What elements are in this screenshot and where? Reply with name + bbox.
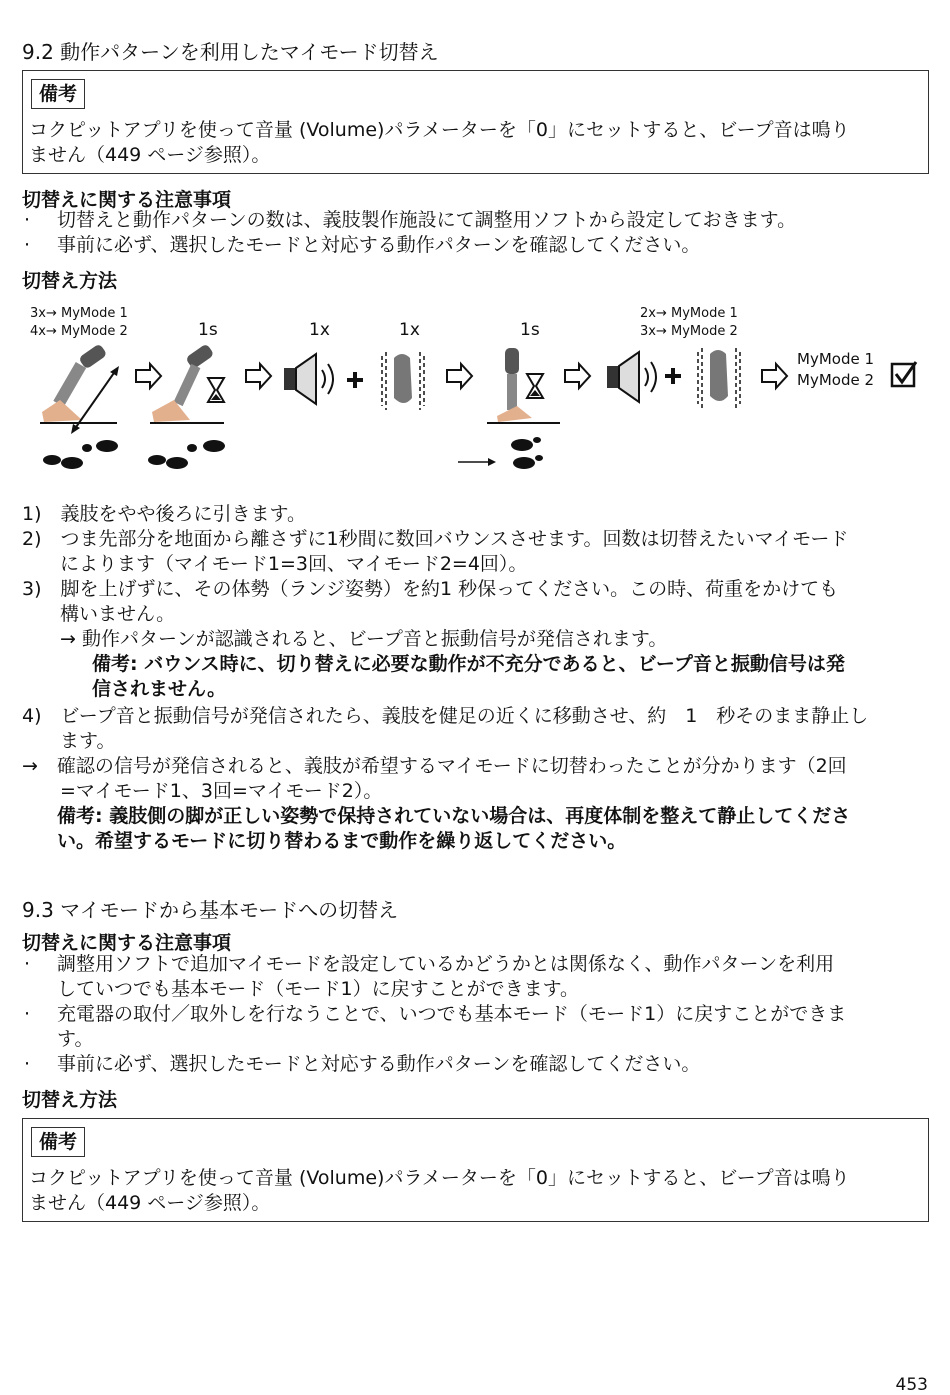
plus-icon bbox=[665, 368, 681, 384]
step-line: → 動作パターンが認識されると、ビープ音と振動信号が発信されます。 bbox=[22, 628, 668, 650]
count-label: 3x→ MyMode 1 bbox=[30, 306, 128, 321]
footprints-icon bbox=[511, 437, 543, 469]
caution-item: 事前に必ず、選択したモードと対応する動作パターンを確認してください。 bbox=[57, 234, 701, 256]
bold-note-line: 備考: 義肢側の脚が正しい姿勢で保持されていない場合は、再度体制を整えて静止してくださ bbox=[57, 805, 851, 827]
bullet-dot: · bbox=[24, 209, 31, 231]
bold-note-line: 備考: バウンス時に、切り替えに必要な動作が不充分であると、ビープ音と振動信号は発 bbox=[92, 653, 845, 675]
step-arrow-icon bbox=[565, 364, 590, 388]
hourglass-icon bbox=[527, 374, 543, 398]
vibration-icon bbox=[698, 348, 740, 408]
note-line: ません（449 ページ参照）。 bbox=[29, 1192, 271, 1214]
bullet-dot: · bbox=[24, 1003, 31, 1025]
result-mode: MyMode 2 bbox=[797, 371, 874, 389]
step-label: 1s bbox=[198, 320, 218, 340]
plus-icon bbox=[347, 372, 363, 388]
caution-item: 調整用ソフトで追加マイモードを設定しているかどうかとは関係なく、動作パターンを利用 bbox=[57, 953, 835, 975]
caution-item: す。 bbox=[57, 1028, 94, 1050]
note-line: コクピットアプリを使って音量 (Volume)パラメーターを「0」にセットすると、ビープ音は鳴り bbox=[29, 119, 850, 141]
footprints-icon bbox=[148, 440, 225, 469]
caution-item: 切替えと動作パターンの数は、義肢製作施設にて調整用ソフトから設定しておきます。 bbox=[57, 209, 797, 231]
bullet-dot: · bbox=[24, 1053, 31, 1075]
section-title: 9.3 マイモードから基本モードへの切替え bbox=[22, 898, 399, 922]
step-line: 3) 脚を上げずに、その体勢（ランジ姿勢）を約1 秒保ってください。この時、荷重をかけても bbox=[22, 578, 839, 600]
bold-note-line: い。希望するモードに切り替わるまで動作を繰り返してください。 bbox=[57, 830, 627, 852]
note-label: 備考 bbox=[31, 1127, 85, 1157]
step-label: 1x bbox=[399, 320, 420, 340]
step-line: によります（マイモード1=3回、マイモード2=4回）。 bbox=[22, 553, 528, 575]
step-label: 1s bbox=[520, 320, 540, 340]
step-line: ます。 bbox=[22, 730, 116, 752]
step-arrow-icon bbox=[246, 364, 271, 388]
step-label: 1x bbox=[309, 320, 330, 340]
result-mode: MyMode 1 bbox=[797, 350, 874, 368]
page-number: 453 bbox=[895, 1375, 928, 1395]
note-line: コクピットアプリを使って音量 (Volume)パラメーターを「0」にセットすると、ビープ音は鳴り bbox=[29, 1167, 850, 1189]
step-line: =マイモード1、3回=マイモード2）。 bbox=[22, 780, 383, 802]
caution-item: 事前に必ず、選択したモードと対応する動作パターンを確認してください。 bbox=[57, 1053, 701, 1075]
note-label: 備考 bbox=[31, 79, 85, 109]
step-line: 1) 義肢をやや後ろに引きます。 bbox=[22, 503, 306, 525]
step-line: 構いません。 bbox=[22, 603, 176, 625]
diagram-graphics bbox=[22, 300, 927, 480]
bullet-dot: · bbox=[24, 234, 31, 256]
bullet-dot: · bbox=[24, 953, 31, 975]
cautions-heading: 切替えに関する注意事項 bbox=[22, 932, 232, 954]
method-heading: 切替え方法 bbox=[22, 1089, 118, 1111]
count-label: 3x→ MyMode 2 bbox=[640, 324, 738, 339]
step-arrow-icon bbox=[136, 364, 161, 388]
note-box bbox=[22, 1118, 929, 1222]
prosthesis-leg-icon bbox=[487, 348, 560, 423]
speaker-icon bbox=[607, 352, 656, 402]
section-title: 9.2 動作パターンを利用したマイモード切替え bbox=[22, 40, 439, 64]
cautions-heading: 切替えに関する注意事項 bbox=[22, 189, 232, 211]
procedure-diagram bbox=[22, 300, 927, 480]
step-arrow-icon bbox=[762, 364, 787, 388]
vibration-icon bbox=[382, 352, 424, 410]
note-line: ません（449 ページ参照）。 bbox=[29, 144, 271, 166]
caution-item: 充電器の取付／取外しを行なうことで、いつでも基本モード（モード1）に戻すことができま bbox=[57, 1003, 847, 1025]
prosthesis-leg-icon bbox=[150, 343, 224, 423]
count-label: 4x→ MyMode 2 bbox=[30, 324, 128, 339]
checkbox-checked-icon bbox=[892, 362, 916, 386]
move-arrow-icon bbox=[458, 458, 496, 466]
step-line: 2) つま先部分を地面から離さずに1秒間に数回バウンスさせます。回数は切替えたいマイモード bbox=[22, 528, 849, 550]
step-line: 4) ビープ音と振動信号が発信されたら、義肢を健足の近くに移動させ、約 1 秒そのまま静止し bbox=[22, 705, 869, 727]
caution-item: していつでも基本モード（モード1）に戻すことができます。 bbox=[57, 978, 580, 1000]
step-arrow-icon bbox=[447, 364, 472, 388]
footprints-icon bbox=[43, 440, 118, 469]
step-line: → 確認の信号が発信されると、義肢が希望するマイモードに切替わったことが分かります（2回 bbox=[22, 755, 847, 777]
count-label: 2x→ MyMode 1 bbox=[640, 306, 738, 321]
prosthesis-leg-icon bbox=[40, 343, 117, 423]
method-heading: 切替え方法 bbox=[22, 270, 118, 292]
note-box bbox=[22, 70, 929, 174]
speaker-icon bbox=[284, 354, 333, 404]
bold-note-line: 信されません。 bbox=[92, 678, 227, 700]
hourglass-icon bbox=[208, 378, 224, 402]
